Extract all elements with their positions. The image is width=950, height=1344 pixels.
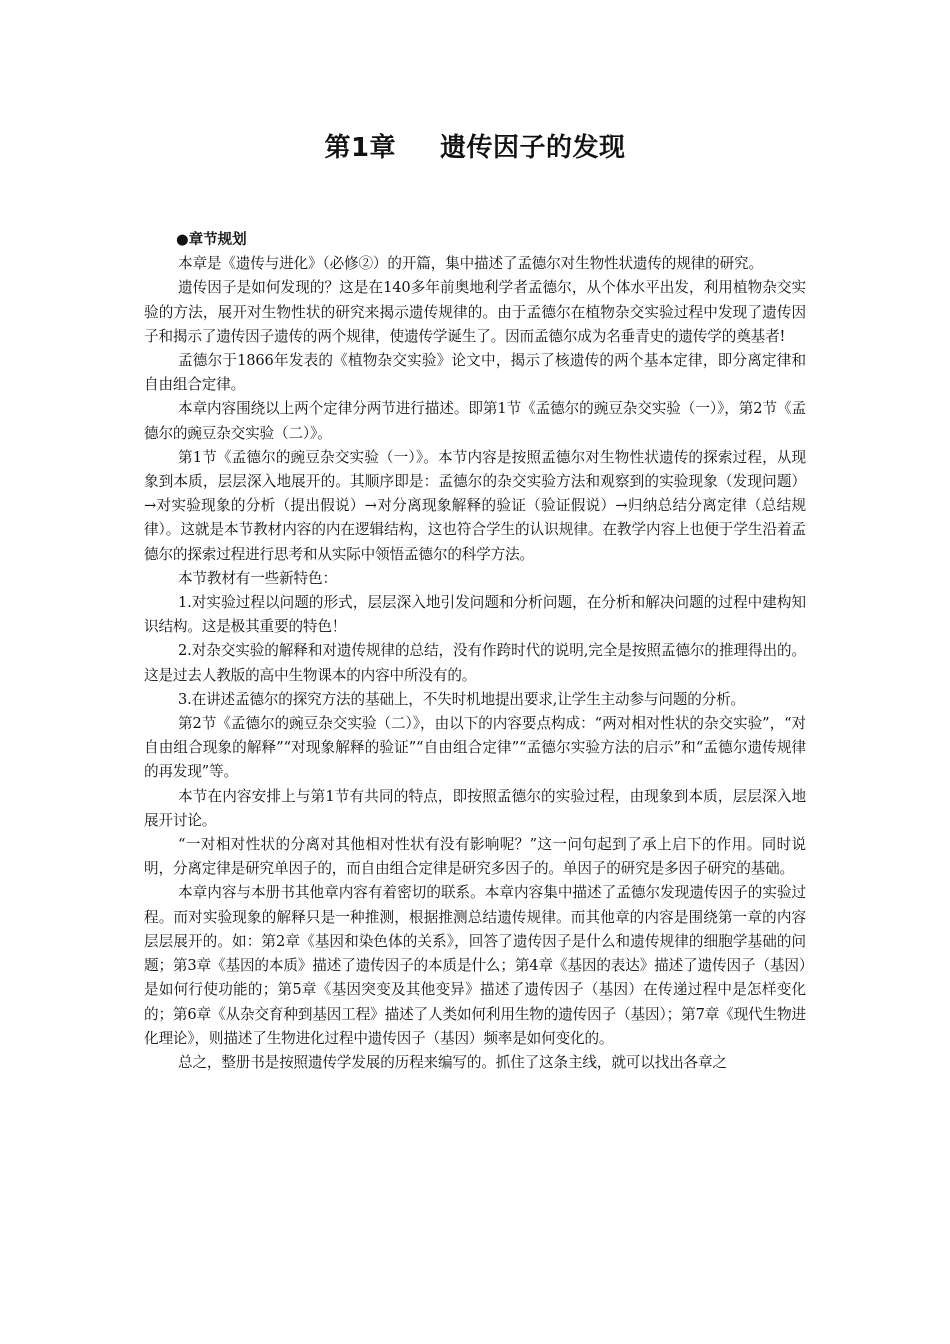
paragraph-feature-3: 3.在讲述孟德尔的探究方法的基础上，不失时机地提出要求,让学生主动参与问题的分析。	[178, 690, 745, 708]
paragraph-section-2: 第2节《孟德尔的豌豆杂交实验（二）》，由以下的内容要点构成：“两对相对性状的杂交实验”，“对自由组合现象的解释”“对现象解释的验证”“自由组合定律”“孟德尔实验方法的启示”和“孟德尔遗传规律的再发现”等。	[144, 715, 806, 781]
paragraph-features: 本节教材有一些新特色：	[178, 569, 337, 587]
chapter-body	[144, 228, 806, 1075]
paragraph-laws: 孟德尔于1866年发表的《植物杂交实验》论文中，揭示了核遗传的两个基本定律，即分离定律和自由组合定律。	[144, 352, 806, 394]
paragraph-feature-1: 1.对实验过程以问题的形式，层层深入地引发问题和分析问题，在分析和解决问题的过程中建构知识结构。这是极其重要的特色！	[144, 594, 806, 636]
paragraph-relations: 本章内容与本册书其他章内容有着密切的联系。本章内容集中描述了孟德尔发现遗传因子的实验过程。而对实验现象的解释只是一种推测，根据推测总结遗传规律。而其他章的内容是围绕第一章的内容层层展开的。如：第2章《基因和染色体的关系》，回答了遗传因子是什么和遗传规律的细胞学基础的问题；第3章《基因的本质》描述了遗传因子的本质是什么；第4章《基因的表达》描述了遗传因子（基因）是如何行使功能的；第5章《基因突变及其他变异》描述了遗传因子（基因）在传递过程中是怎样变化的；第6章《从杂交育种到基因工程》描述了人类如何利用生物的遗传因子（基因）；第7章《现代生物进化理论》，则描述了生物进化过程中遗传因子（基因）频率是如何变化的。	[144, 884, 806, 1047]
chapter-title	[144, 128, 806, 168]
paragraph-question: “一对相对性状的分离对其他相对性状有没有影响呢？”这一问句起到了承上启下的作用。同时说明，分离定律是研究单因子的，而自由组合定律是研究多因子的。单因子的研究是多因子研究的基础。	[144, 836, 806, 878]
paragraph-summary: 总之，整册书是按照遗传学发展的历程来编写的。抓住了这条主线，就可以找出各章之	[178, 1053, 727, 1071]
paragraph-section-2-traits: 本节在内容安排上与第1节有共同的特点，即按照孟德尔的实验过程，由现象到本质，层层深入地展开讨论。	[144, 787, 806, 829]
document-page	[144, 0, 806, 1344]
paragraph-feature-2: 2.对杂交实验的解释和对遗传规律的总结，没有作跨时代的说明,完全是按照孟德尔的推理得出的。这是过去人教版的高中生物课本的内容中所没有的。	[144, 642, 806, 684]
section-heading: ●章节规划	[176, 232, 247, 248]
paragraph-intro: 本章是《遗传与进化》（必修②）的开篇，集中描述了孟德尔对生物性状遗传的规律的研究。	[178, 255, 763, 273]
paragraph-discovery: 遗传因子是如何发现的？这是在140多年前奥地利学者孟德尔，从个体水平出发，利用植物杂交实验的方法，展开对生物性状的研究来揭示遗传规律的。由于孟德尔在植物杂交实验过程中发现了遗传因子和揭示了遗传因子遗传的两个规律，使遗传学诞生了。因而孟德尔成为名垂青史的遗传学的奠基者!	[144, 279, 806, 345]
chapter-number: 第1章	[324, 133, 397, 163]
paragraph-sections: 本章内容围绕以上两个定律分两节进行描述。即第1节《孟德尔的豌豆杂交实验（一）》，第2节《孟德尔的豌豆杂交实验（二）》。	[144, 400, 806, 442]
chapter-name: 遗传因子的发现	[440, 133, 626, 163]
paragraph-section-1: 第1节《孟德尔的豌豆杂交实验（一）》。本节内容是按照孟德尔对生物性状遗传的探索过程，从现象到本质，层层深入地展开的。其顺序即是：孟德尔的杂交实验方法和观察到的实验现象（发现问题）→对实验现象的分析（提出假说）→对分离现象解释的验证（验证假说）→归纳总结分离定律（总结规律）。这就是本节教材内容的内在逻辑结构，这也符合学生的认识规律。在教学内容上也便于学生沿着孟德尔的探索过程进行思考和从实际中领悟孟德尔的科学方法。	[144, 448, 806, 563]
